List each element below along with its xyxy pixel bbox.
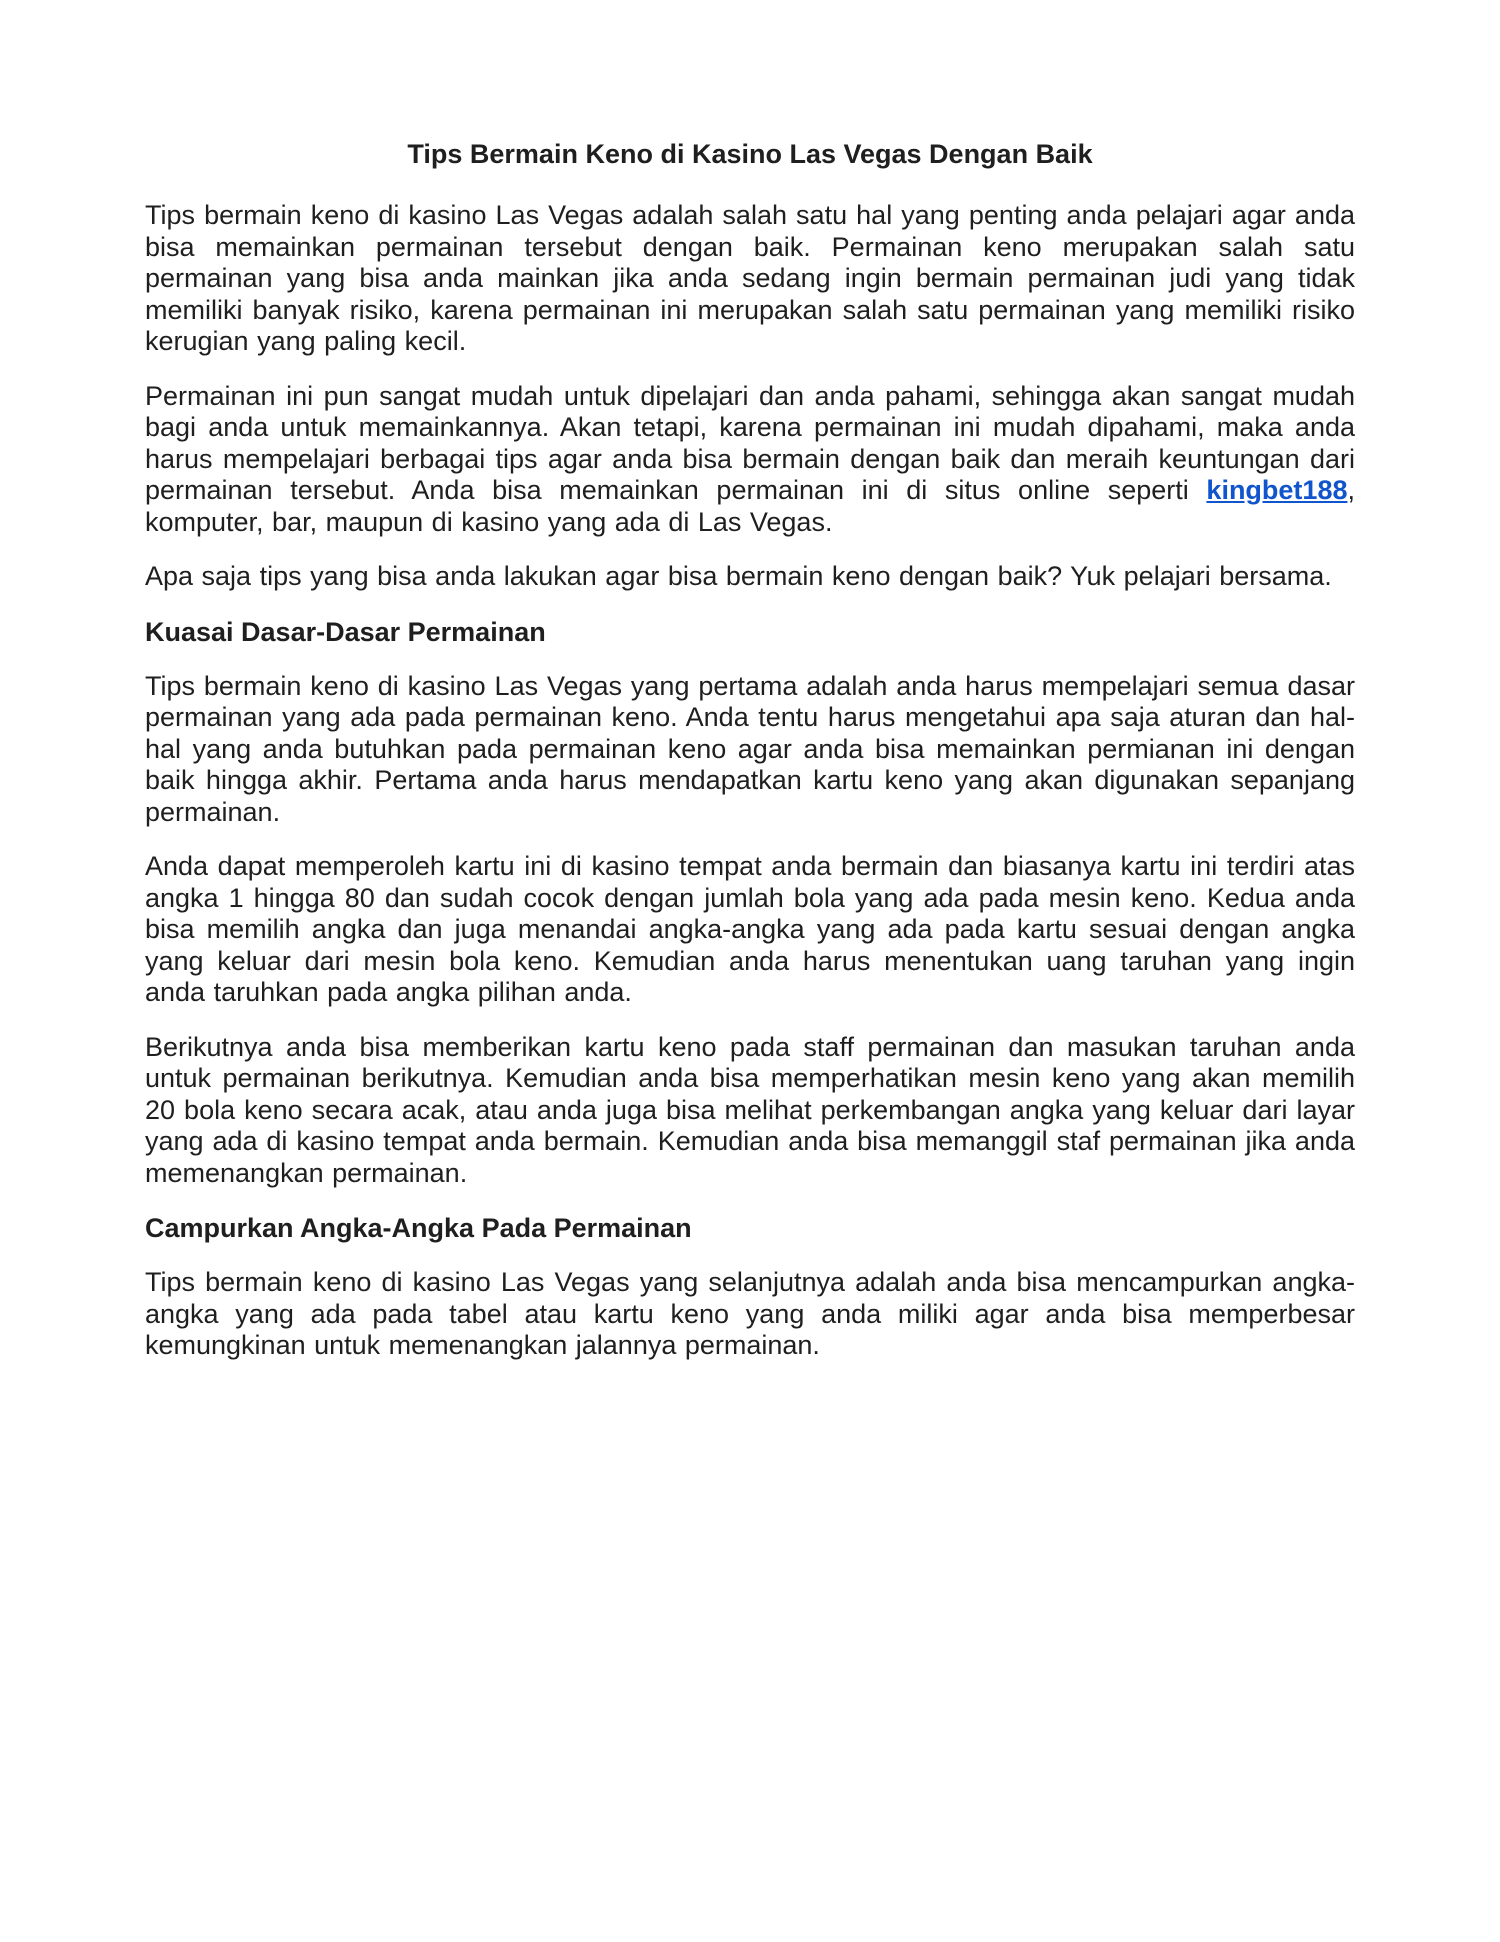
paragraph-intro-3: Apa saja tips yang bisa anda lakukan agar bisa bermain keno dengan baik? Yuk pelajari bersama. bbox=[145, 561, 1332, 591]
paragraph-section1-1: Tips bermain keno di kasino Las Vegas yang pertama adalah anda harus mempelajari semua dasar permainan yang ada pada permainan keno. Anda tentu harus mengetahui apa saja aturan dan hal-hal yang anda butuhkan pada permainan keno agar anda bisa memainkan permianan ini dengan baik hingga akhir. Pertama anda harus mendapatkan kartu keno yang akan digunakan sepanjang permainan. bbox=[145, 670, 1355, 827]
paragraph-intro-2-text-before-link: Permainan ini pun sangat mudah untuk dipelajari dan anda pahami, sehingga akan sangat mudah bagi anda untuk memainkannya. Akan tetapi, karena permainan ini mudah dipahami, maka anda harus mempelajari berbagai tips agar anda bisa bermain dengan baik dan meraih keuntungan dari permainan tersebut. Anda bisa memainkan permainan ini di situs online seperti bbox=[145, 380, 1355, 505]
section-heading-campurkan-angka: Campurkan Angka-Angka Pada Permainan bbox=[145, 1213, 692, 1243]
kingbet188-link[interactable]: kingbet188 bbox=[1206, 475, 1348, 505]
paragraph-intro-2-text-after-link: , komputer, bar, maupun di kasino yang ada di Las Vegas. bbox=[145, 475, 1355, 537]
paragraph-intro-1: Tips bermain keno di kasino Las Vegas adalah salah satu hal yang penting anda pelajari agar anda bisa memainkan permainan tersebut dengan baik. Permainan keno merupakan salah satu permainan yang bisa anda mainkan jika anda sedang ingin bermain permainan judi yang tidak memiliki banyak risiko, karena permainan ini merupakan salah satu permainan yang memiliki risiko kerugian yang paling kecil. bbox=[145, 200, 1355, 356]
paragraph-section2-1: Tips bermain keno di kasino Las Vegas yang selanjutnya adalah anda bisa mencampurkan angka-angka yang ada pada tabel atau kartu keno yang anda miliki agar anda bisa memperbesar kemungkinan untuk memenangkan jalannya permainan. bbox=[145, 1267, 1355, 1360]
paragraph-section1-3: Berikutnya anda bisa memberikan kartu keno pada staff permainan dan masukan taruhan anda untuk permainan berikutnya. Kemudian anda bisa memperhatikan mesin keno yang akan memilih 20 bola keno secara acak, atau anda juga bisa melihat perkembangan angka yang keluar dari layar yang ada di kasino tempat anda bermain. Kemudian anda bisa memanggil staf permainan jika anda memenangkan permainan. bbox=[145, 1031, 1355, 1188]
paragraph-section1-2: Anda dapat memperoleh kartu ini di kasino tempat anda bermain dan biasanya kartu ini terdiri atas angka 1 hingga 80 dan sudah cocok dengan jumlah bola yang ada pada mesin keno. Kedua anda bisa memilih angka dan juga menandai angka-angka yang ada pada kartu sesuai dengan angka yang keluar dari mesin bola keno. Kemudian anda harus menentukan uang taruhan yang ingin anda taruhkan pada angka pilihan anda. bbox=[145, 851, 1355, 1007]
paragraph-intro-2 bbox=[145, 381, 1355, 539]
section-heading-kuasai-dasar: Kuasai Dasar-Dasar Permainan bbox=[145, 616, 546, 647]
document-title: Tips Bermain Keno di Kasino Las Vegas Dengan Baik bbox=[407, 139, 1093, 169]
